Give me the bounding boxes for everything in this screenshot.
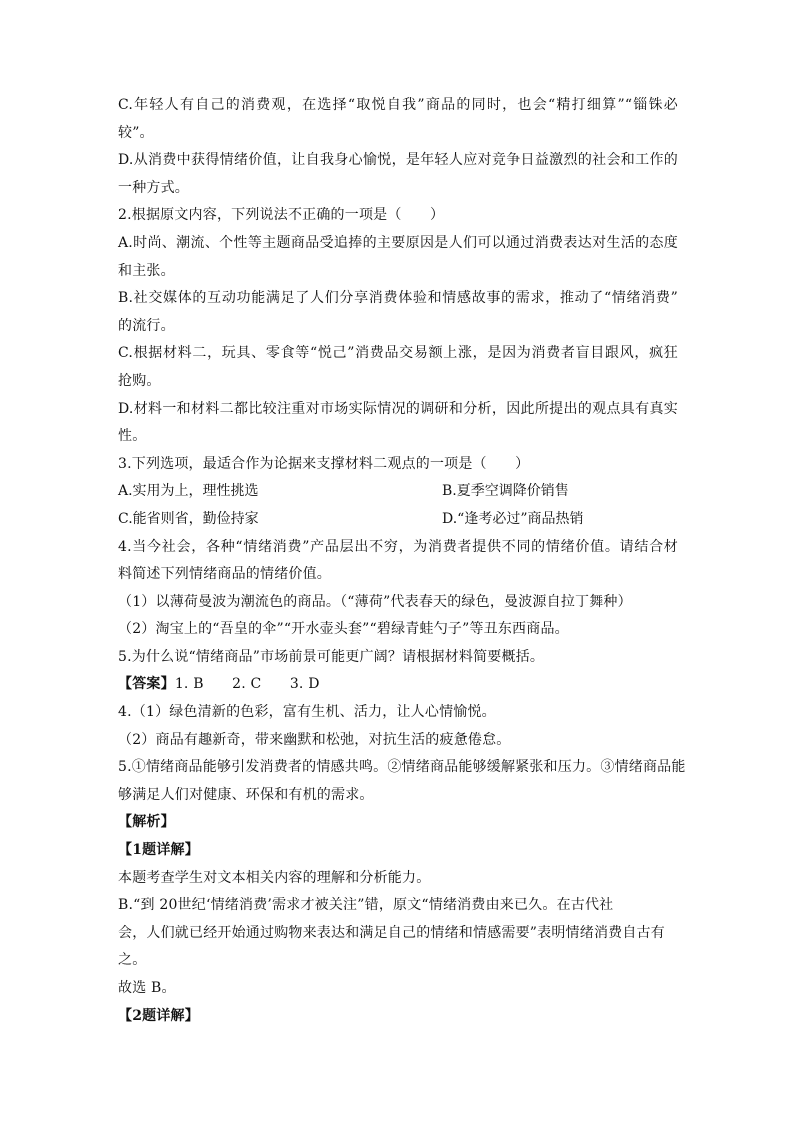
text-line: C.根据材料二，玩具、零食等“悦己”消费品交易额上涨，是因为消费者盲目跟风，疯狂	[118, 345, 678, 362]
text-line: 抢购。	[118, 372, 161, 389]
text-line: 4.（1）绿色清新的色彩，富有生机、活力，让人心情愉悦。	[118, 704, 496, 721]
option-left: A.实用为上，理性挑选	[118, 483, 259, 500]
text-line: 4.当今社会，各种“情绪消费”产品层出不穷，为消费者提供不同的情绪价值。请结合材	[118, 538, 678, 555]
text-line: 一种方式。	[118, 179, 189, 196]
option-right: B.夏季空调降价销售	[442, 483, 569, 500]
text-line: 够满足人们对健康、环保和有机的需求。	[118, 786, 374, 803]
text-line: 之。	[118, 952, 147, 969]
text-line: A.时尚、潮流、个性等主题商品受追捧的主要原因是人们可以通过消费表达对生活的态度	[118, 234, 678, 251]
text-line: C.年轻人有自己的消费观，在选择“取悦自我”商品的同时，也会“精打细算”“锱铢必	[118, 97, 678, 113]
q1-detail-heading: 【1题详解】	[118, 842, 199, 859]
document-page	[118, 92, 686, 1030]
analysis-heading: 【解析】	[118, 814, 175, 831]
answer-label: 【答案】	[118, 676, 175, 693]
text-line: 3.下列选项，最适合作为论据来支撑材料二观点的一项是（ ）	[118, 455, 530, 472]
option-row	[118, 478, 678, 506]
text-line: D.从消费中获得情绪价值，让自我身心愉悦，是年轻人应对竞争日益激烈的社会和工作的	[118, 152, 678, 169]
text-line: （2）淘宝上的“吾皇的伞”“开水壶头套”“碧绿青蛙勺子”等丑东西商品。	[118, 621, 569, 638]
text-line: 和主张。	[118, 262, 175, 279]
text-line: 5.为什么说“情绪商品”市场前景可能更广阔？请根据材料简要概括。	[118, 648, 545, 665]
text-line: （1）以薄荷曼波为潮流色的商品。（“薄荷”代表春天的绿色，曼波源自拉丁舞种）	[118, 593, 632, 610]
text-line: D.材料一和材料二都比较注重对市场实际情况的调研和分析，因此所提出的观点具有真实	[118, 400, 678, 417]
question-text-block-2	[118, 534, 678, 672]
option-left: C.能省则省，勤俭持家	[118, 510, 259, 527]
answer-values: 1. B 2. C 3. D	[174, 676, 320, 693]
option-right: D.“逢考必过”商品热销	[442, 510, 584, 527]
text-line: 会，人们就已经开始通过购物来表达和满足自己的情绪和情感需要”表明情绪消费自古有	[118, 924, 665, 941]
q1-detail-block	[118, 865, 678, 1003]
text-line: 2.根据原文内容，下列说法不正确的一项是（ ）	[118, 207, 445, 224]
text-line: 性。	[118, 428, 147, 445]
q2-detail-heading: 【2题详解】	[118, 1007, 199, 1024]
answer-line	[118, 671, 678, 699]
q3-options	[118, 478, 678, 533]
text-line: B.社交媒体的互动功能满足了人们分享消费体验和情感故事的需求，推动了“情绪消费”	[118, 290, 678, 307]
text-line: B.“到 20世纪‘情绪消费’需求才被关注”错，原文“情绪消费由来已久。在古代社	[118, 897, 614, 914]
text-line: 故选 B。	[118, 980, 176, 996]
option-row	[118, 506, 678, 534]
text-line: 料简述下列情绪商品的情绪价值。	[118, 566, 331, 583]
question-text-block-1	[118, 92, 678, 478]
text-line: 较”。	[118, 124, 154, 141]
text-line: 5.①情绪商品能够引发消费者的情感共鸣。②情绪商品能够缓解紧张和压力。③情绪商品能	[118, 759, 686, 776]
text-line: 的流行。	[118, 317, 175, 334]
answer-text-block	[118, 699, 686, 809]
text-line: 本题考查学生对文本相关内容的理解和分析能力。	[118, 869, 431, 886]
text-line: （2）商品有趣新奇，带来幽默和松弛，对抗生活的疲惫倦怠。	[118, 731, 511, 748]
